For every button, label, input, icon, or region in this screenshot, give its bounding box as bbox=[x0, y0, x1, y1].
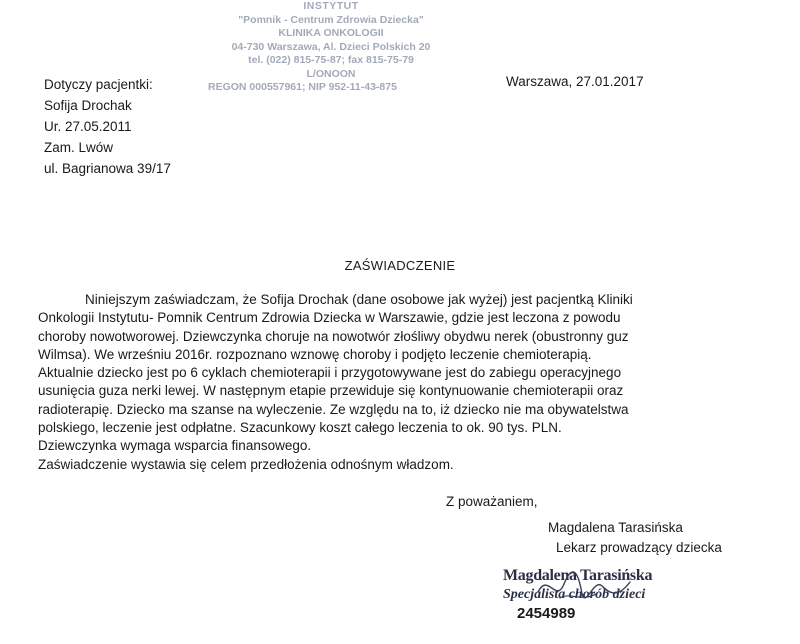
doctor-role: Lekarz prowadzący dziecka bbox=[556, 540, 722, 555]
stamp-line: REGON 000557961; NIP 952-11-43-875 bbox=[208, 81, 397, 93]
patient-residence: Zam. Lwów bbox=[44, 140, 114, 155]
certificate-body bbox=[38, 291, 738, 474]
stamp-line: L/ONOON bbox=[306, 67, 356, 80]
body-line: radioterapię. Dziecko ma szanse na wyleczenie. Ze względu na to, iż dziecko nie ma obywatelstwa bbox=[38, 401, 629, 417]
doctor-block bbox=[548, 518, 722, 558]
patient-header: Dotyczy pacjentki: bbox=[44, 77, 153, 92]
body-line: Aktualnie dziecko jest po 6 cyklach chemioterapii i przygotowywane jest do zabiegu operacyjnego bbox=[38, 365, 622, 381]
stamp-line: 04-730 Warszawa, Al. Dzieci Polskich 20 bbox=[231, 40, 431, 53]
document-title: ZAŚWIADCZENIE bbox=[344, 258, 456, 273]
body-line: usunięcia guza nerki lewej. W następnym etapie przewiduje się kontynuowanie chemioterapii oraz bbox=[38, 383, 624, 399]
body-line: Onkologii Instytutu- Pomnik Centrum Zdrowia Dziecka w Warszawie, gdzie jest leczona z powodu bbox=[38, 310, 621, 326]
stamp-line: INSTYTUT bbox=[303, 0, 359, 12]
stamp-line: "Pomnik - Centrum Zdrowia Dziecka" bbox=[238, 13, 424, 26]
handwritten-signature bbox=[530, 564, 640, 614]
body-line: Zaświadczenie wystawia się celem przedłożenia odnośnym władzom. bbox=[38, 456, 454, 472]
stamp-line: tel. (022) 815-75-87; fax 815-75-79 bbox=[248, 54, 414, 66]
body-line: Niniejszym zaświadczam, że Sofija Drochak (dane osobowe jak wyżej) jest pacjentką Kliniki bbox=[85, 292, 633, 307]
patient-block bbox=[44, 74, 171, 179]
doctor-name: Magdalena Tarasińska bbox=[548, 520, 683, 535]
doctor-stamp-number: 2454989 bbox=[517, 605, 576, 622]
body-line: choroby nowotworowej. Dziewczynka choruje na nowotwór złośliwy obydwu nerek (obustronny guz bbox=[38, 328, 629, 344]
body-line: polskiego, leczenie jest odpłatne. Szacunkowy koszt całego leczenia to ok. 90 tys. PLN. bbox=[38, 420, 562, 436]
place-date: Warszawa, 27.01.2017 bbox=[506, 74, 644, 89]
body-line: Dziewczynka wymaga wsparcia finansowego. bbox=[38, 438, 312, 454]
doctor-stamp-name: Magdalena Tarasińska bbox=[503, 567, 653, 584]
doctor-stamp-specialty: Specjalista chorób dzieci bbox=[503, 587, 646, 602]
institute-stamp bbox=[196, 0, 466, 95]
body-line: Wilmsa). We wrześniu 2016r. rozpoznano wznowę choroby i podjęto leczenie chemioterapią. bbox=[38, 346, 592, 362]
stamp-line: KLINIKA ONKOLOGII bbox=[278, 27, 384, 39]
patient-street: ul. Bagrianowa 39/17 bbox=[44, 161, 171, 176]
closing-salutation: Z poważaniem, bbox=[446, 494, 538, 509]
patient-name: Sofija Drochak bbox=[44, 98, 132, 113]
patient-birth-date: Ur. 27.05.2011 bbox=[44, 119, 132, 134]
